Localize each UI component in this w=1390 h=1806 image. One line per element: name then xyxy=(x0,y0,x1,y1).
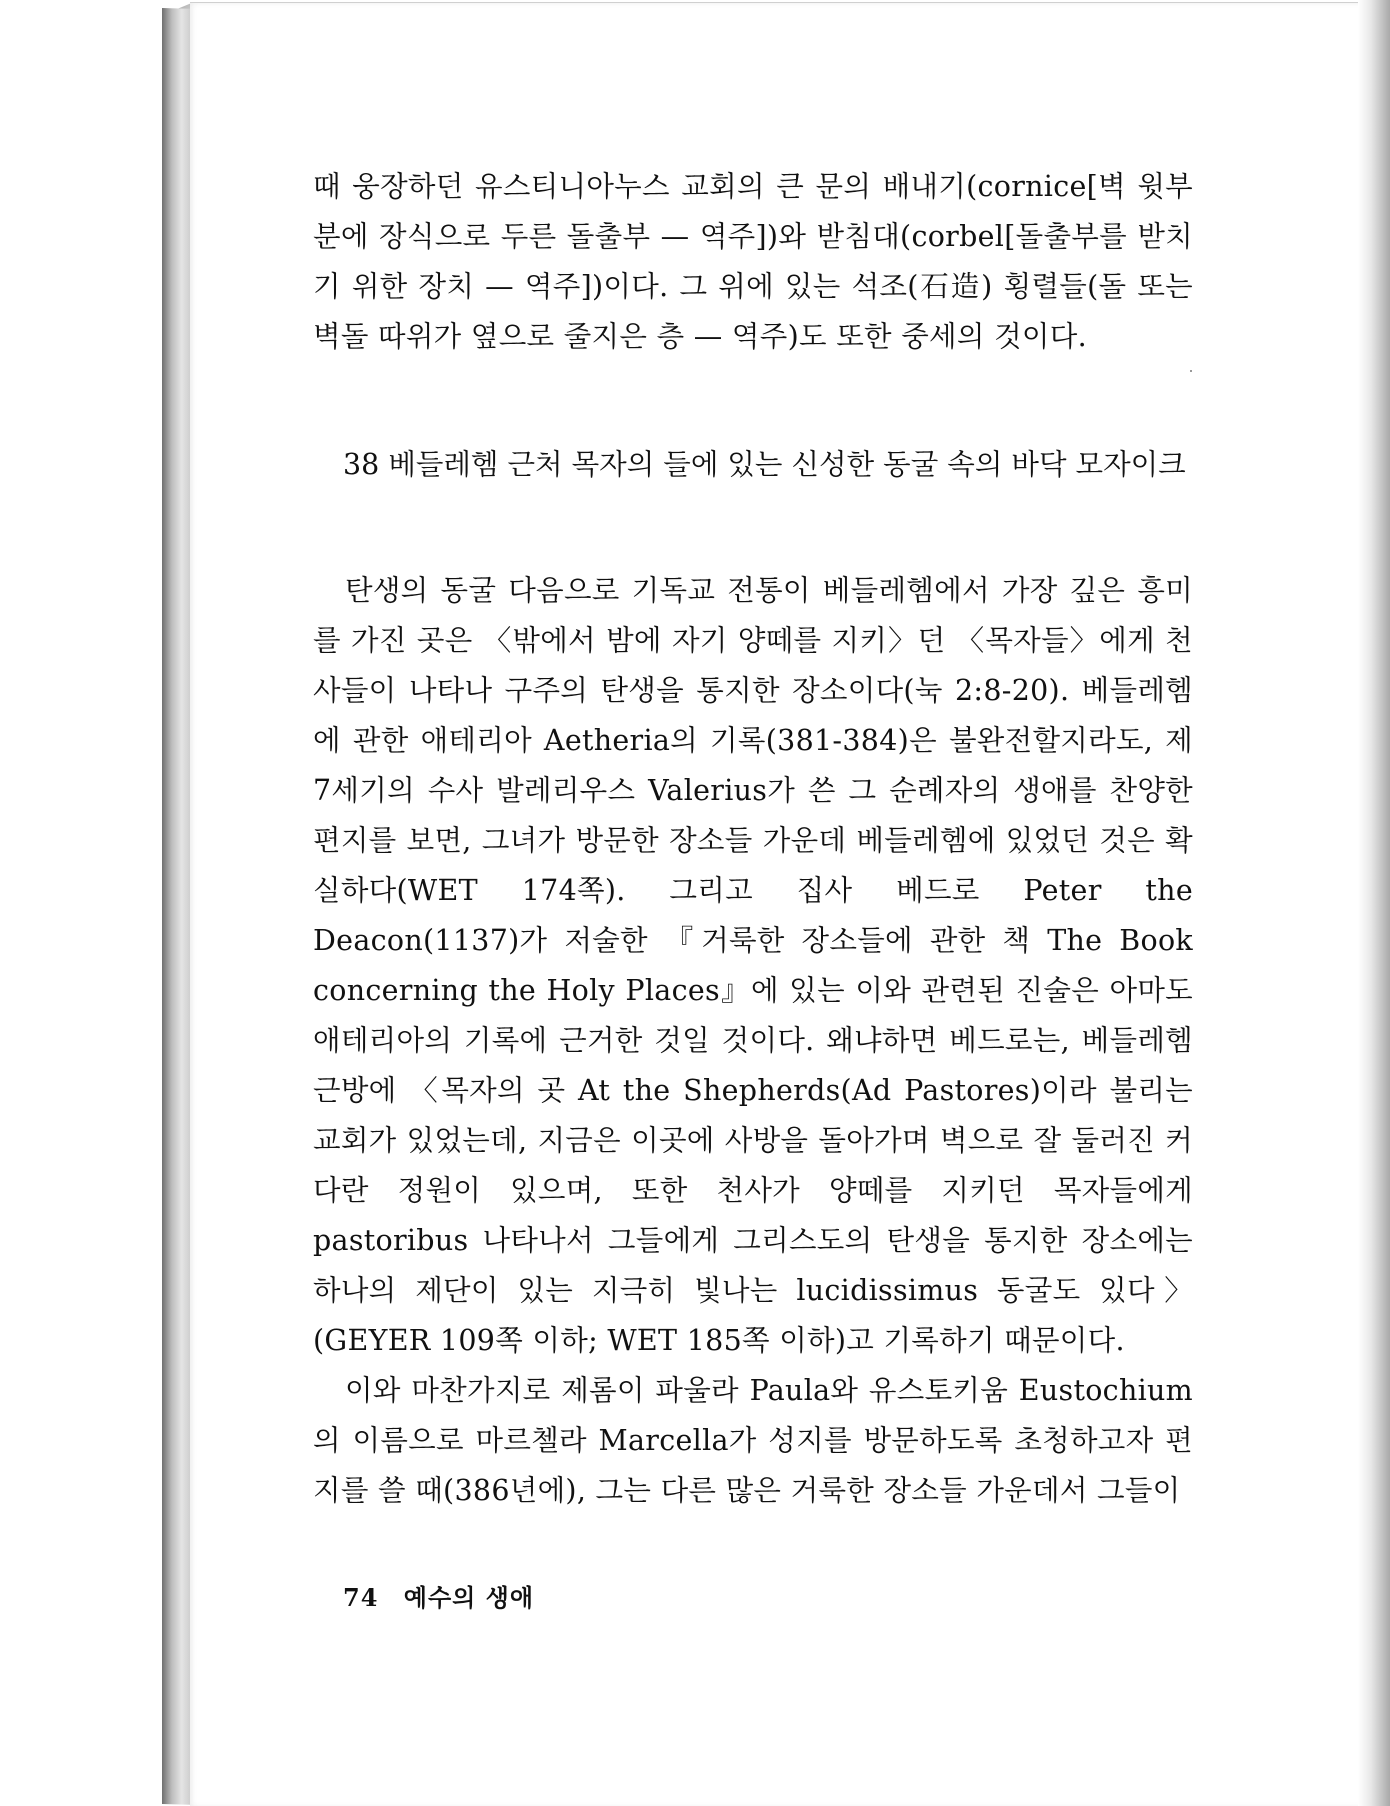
top-paragraph: 때 웅장하던 유스티니아누스 교회의 큰 문의 배내기(cornice[벽 윗부분에 장식으로 두른 돌출부 — 역주])와 받침대(corbel[돌출부를 받치기 위한 장치 — 역주])이다. 그 위에 있는 석조(石造) 횡렬들(돌 또는 벽돌 따위가 옆으로 줄지은 층 — 역주)도 또한 중세의 것이다. xyxy=(313,170,1193,353)
page-footer xyxy=(343,1578,534,1613)
section-heading: 38 베들레헴 근처 목자의 들에 있는 신성한 동굴 속의 바닥 모자이크 xyxy=(343,448,1186,481)
book-title-running-footer: 예수의 생애 xyxy=(403,1583,535,1612)
body-paragraph-2: 이와 마찬가지로 제롬이 파울라 Paula와 유스토키움 Eustochium의 이름으로 마르첼라 Marcella가 성지를 방문하도록 초청하고자 편지를 쓸 때(386년에), 그는 다른 많은 거룩한 장소들 가운데서 그들이 xyxy=(313,1374,1193,1507)
page-number: 74 xyxy=(343,1583,379,1612)
body-paragraph-1: 탄생의 동굴 다음으로 기독교 전통이 베들레헴에서 가장 깊은 흥미를 가진 곳은 〈밖에서 밤에 자기 양떼를 지키〉던 〈목자들〉에게 천사들이 나타나 구주의 탄생을 통지한 장소이다(눅 2:8-20). 베들레헴에 관한 애테리아 Aetheria의 기록(381-384)은 불완전할지라도, 제7세기의 수사 발레리우스 Valerius가 쓴 그 순례자의 생애를 찬양한 편지를 보면, 그녀가 방문한 장소들 가운데 베들레헴에 있었던 것은 확실하다(WET 174쪽). 그리고 집사 베드로 Peter the Deacon(1137)가 저술한 『거룩한 장소들에 관한 책 The Book concerning the Holy Places』에 있는 이와 관련된 진술은 아마도 애테리아의 기록에 근거한 것일 것이다. 왜냐하면 베드로는, 베들레헴 근방에 〈목자의 곳 At the Shepherds(Ad Pastores)이라 불리는 교회가 있었는데, 지금은 이곳에 사방을 돌아가며 벽으로 잘 둘러진 커다란 정원이 있으며, 또한 천사가 양떼를 지키던 목자들에게 pastoribus 나타나서 그들에게 그리스도의 탄생을 통지한 장소에는 하나의 제단이 있는 지극히 빛나는 lucidissimus 동굴도 있다〉(GEYER 109쪽 이하; WET 185쪽 이하)고 기록하기 때문이다. xyxy=(313,574,1193,1357)
top-paragraph-block xyxy=(313,162,1193,362)
book-spine-edge xyxy=(162,8,190,1805)
page-right-edge-shadow xyxy=(1358,0,1390,1806)
paper-speck xyxy=(1190,370,1192,372)
body-text-block xyxy=(313,566,1193,1516)
